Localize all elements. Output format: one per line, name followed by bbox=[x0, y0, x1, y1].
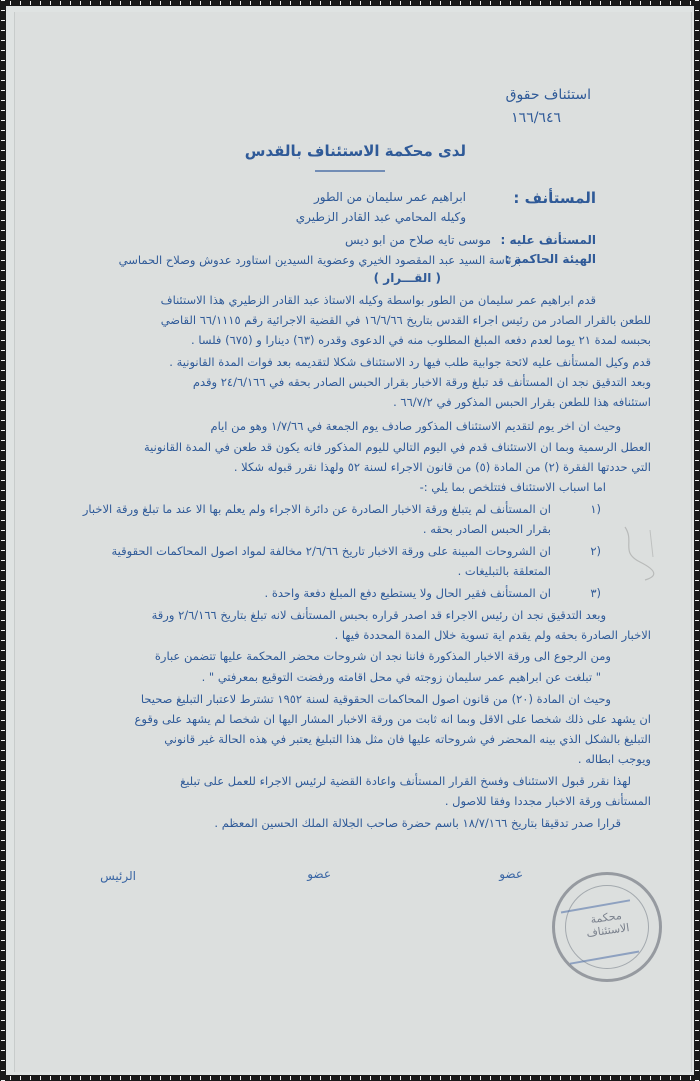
analysis-line: وحيث ان المادة (٢٠) من قانون اصول المحاكمات الحقوقية لسنة ١٩٥٢ تشترط لاعتبار التبليغ صحيحا bbox=[140, 692, 611, 706]
title-underline bbox=[315, 170, 385, 172]
signature-president: الرئيس bbox=[100, 869, 136, 883]
case-type: استئناف حقوق bbox=[505, 87, 591, 103]
ground-number: ٣) bbox=[590, 586, 601, 600]
ruling-line: المستأنف ورقة الاخبار مجددا وفقا للاصول . bbox=[444, 794, 651, 808]
analysis-line: الاخبار الصادرة بحقه ولم يقدم اية تسوية خلال المدة المحددة فيها . bbox=[334, 628, 651, 642]
grounds-intro: اما اسباب الاستئناف فتتلخص بما يلي :- bbox=[419, 480, 606, 494]
ground-number: ١) bbox=[590, 502, 601, 516]
respondent-name: موسى تايه صلاح من ابو ديس bbox=[344, 233, 491, 247]
panel-members: برئاسة السيد عبد المقصود الخيري وعضوية السيدين استاورد عدوش وصلاح الحماسي bbox=[118, 253, 521, 267]
body-line: التي حددتها الفقرة (٢) من المادة (٥) من قانون الاجراء لسنة ٥٢ ولهذا نقرر قبوله شكلا . bbox=[233, 460, 651, 474]
decision-title: ( القـــرار ) bbox=[373, 271, 441, 285]
body-line: للطعن بالقرار الصادر من رئيس اجراء القدس بتاريخ ١٦/٦/٦٦ في القضية الاجرائية رقم ٦٦/١١١٥ القاضي bbox=[160, 313, 651, 327]
issuance-line: قرارا صدر تدقيقا بتاريخ ١٨/٧/١٦٦ باسم حضرة صاحب الجلالة الملك الحسين المعظم . bbox=[214, 816, 621, 830]
body-line: وحيث ان اخر يوم لتقديم الاستئناف المذكور صادف يوم الجمعة في ١/٧/٦٦ وهو من ايام bbox=[210, 419, 621, 433]
body-line: وبعد التدقيق نجد ان المستأنف قد تبلغ ورقة الاخبار بقرار الحبس الصادر بحقه في ٢٤/٦/١٦٦ وقدم bbox=[192, 375, 651, 389]
signature-member-middle: عضو bbox=[307, 867, 331, 881]
panel-label: الهيئة الحاكمة : bbox=[505, 252, 596, 266]
scan-ruler-right bbox=[694, 0, 700, 1081]
ground-text: ان المستأنف فقير الحال ولا يستطيع دفع المبلغ دفعة واحدة . bbox=[264, 586, 551, 600]
body-line: بحبسه لمدة ٢١ يوما لعدم دفعه المبلغ المطلوب منه في الدعوى وقدره (٦٣) دينارا و (٦٧٥) فلسا . bbox=[191, 333, 651, 347]
ground-number: ٢) bbox=[590, 544, 601, 558]
stamp-text: محكمة الاستئناف bbox=[585, 908, 631, 940]
body-line: قدم ابراهيم عمر سليمان من الطور بواسطة وكيله الاستاذ عبد القادر الزطيري هذا الاستئناف bbox=[160, 293, 596, 307]
body-line: استئنافه هذا للطعن بقرار الحبس المذكور في ٦٦/٧/٢ . bbox=[393, 395, 651, 409]
court-name: لدى محكمة الاستئناف بالقدس bbox=[244, 142, 466, 160]
appellant-label: المستأنف : bbox=[513, 189, 596, 207]
signature-member-right: عضو bbox=[499, 867, 523, 881]
scan-ruler-top bbox=[0, 0, 700, 6]
analysis-line: ان يشهد على ذلك شخصا على الاقل وبما انه ثابت من ورقة الاخبار المشار اليها ان شخصا لم يشهد على وقوع bbox=[134, 712, 651, 726]
body-line: قدم وكيل المستأنف عليه لائحة جوابية طلب فيها رد الاستئناف شكلا لتقديمه بعد فوات المدة القانونية . bbox=[169, 355, 651, 369]
respondent-label: المستأنف عليه : bbox=[500, 233, 596, 247]
case-number: ١٦٦/٦٤٦ bbox=[511, 110, 561, 126]
analysis-line: " تبلغت عن ابراهيم عمر سليمان زوجته في محل اقامته ورفضت التوقيع بمعرفتي " . bbox=[201, 670, 601, 684]
body-line: العطل الرسمية وبما ان الاستئناف قدم في اليوم التالي لليوم المذكور فانه يكون قد طعن في المدة القانونية bbox=[144, 440, 651, 454]
ground-text: بقرار الحبس الصادر بحقه . bbox=[422, 522, 551, 536]
scan-ruler-bottom bbox=[0, 1075, 700, 1081]
margin-pencil-mark bbox=[615, 522, 665, 582]
analysis-line: ويوجب ابطاله . bbox=[577, 752, 651, 766]
ground-text: المتعلقة بالتبليغات . bbox=[457, 564, 551, 578]
analysis-line: ومن الرجوع الى ورقة الاخبار المذكورة فاننا نجد ان شروحات محضر المحكمة عليها تتضمن عبارة bbox=[154, 649, 611, 663]
scan-ruler-left bbox=[0, 0, 6, 1081]
ruling-line: لهذا نقرر قبول الاستئناف وفسخ القرار المستأنف واعادة القضية لرئيس الاجراء للعمل على تبليغ bbox=[180, 774, 631, 788]
appellant-counsel: وكيله المحامي عبد القادر الزطيري bbox=[295, 210, 466, 224]
ground-text: ان الشروحات المبينة على ورقة الاخبار تاريخ ٢/٦/٦٦ مخالفة لمواد اصول المحاكمات الحقوقية bbox=[111, 544, 551, 558]
analysis-line: وبعد التدقيق نجد ان رئيس الاجراء قد اصدر قراره بحبس المستأنف لانه تبلغ بتاريخ ٢/٦/١٦٦ ورقة bbox=[151, 608, 606, 622]
appellant-name: ابراهيم عمر سليمان من الطور bbox=[314, 190, 466, 204]
analysis-line: التبليغ بالشكل الذي بينه المحضر في شروحاته عليها فان مثل هذا التبليغ يعتبر في هذه الحالة غير قانوني bbox=[164, 732, 651, 746]
ground-text: ان المستأنف لم يتبلغ ورقة الاخبار الصادرة عن دائرة الاجراء ولم يعلم بها الا عند ما تبلغ ورقة الاخبار bbox=[82, 502, 551, 516]
